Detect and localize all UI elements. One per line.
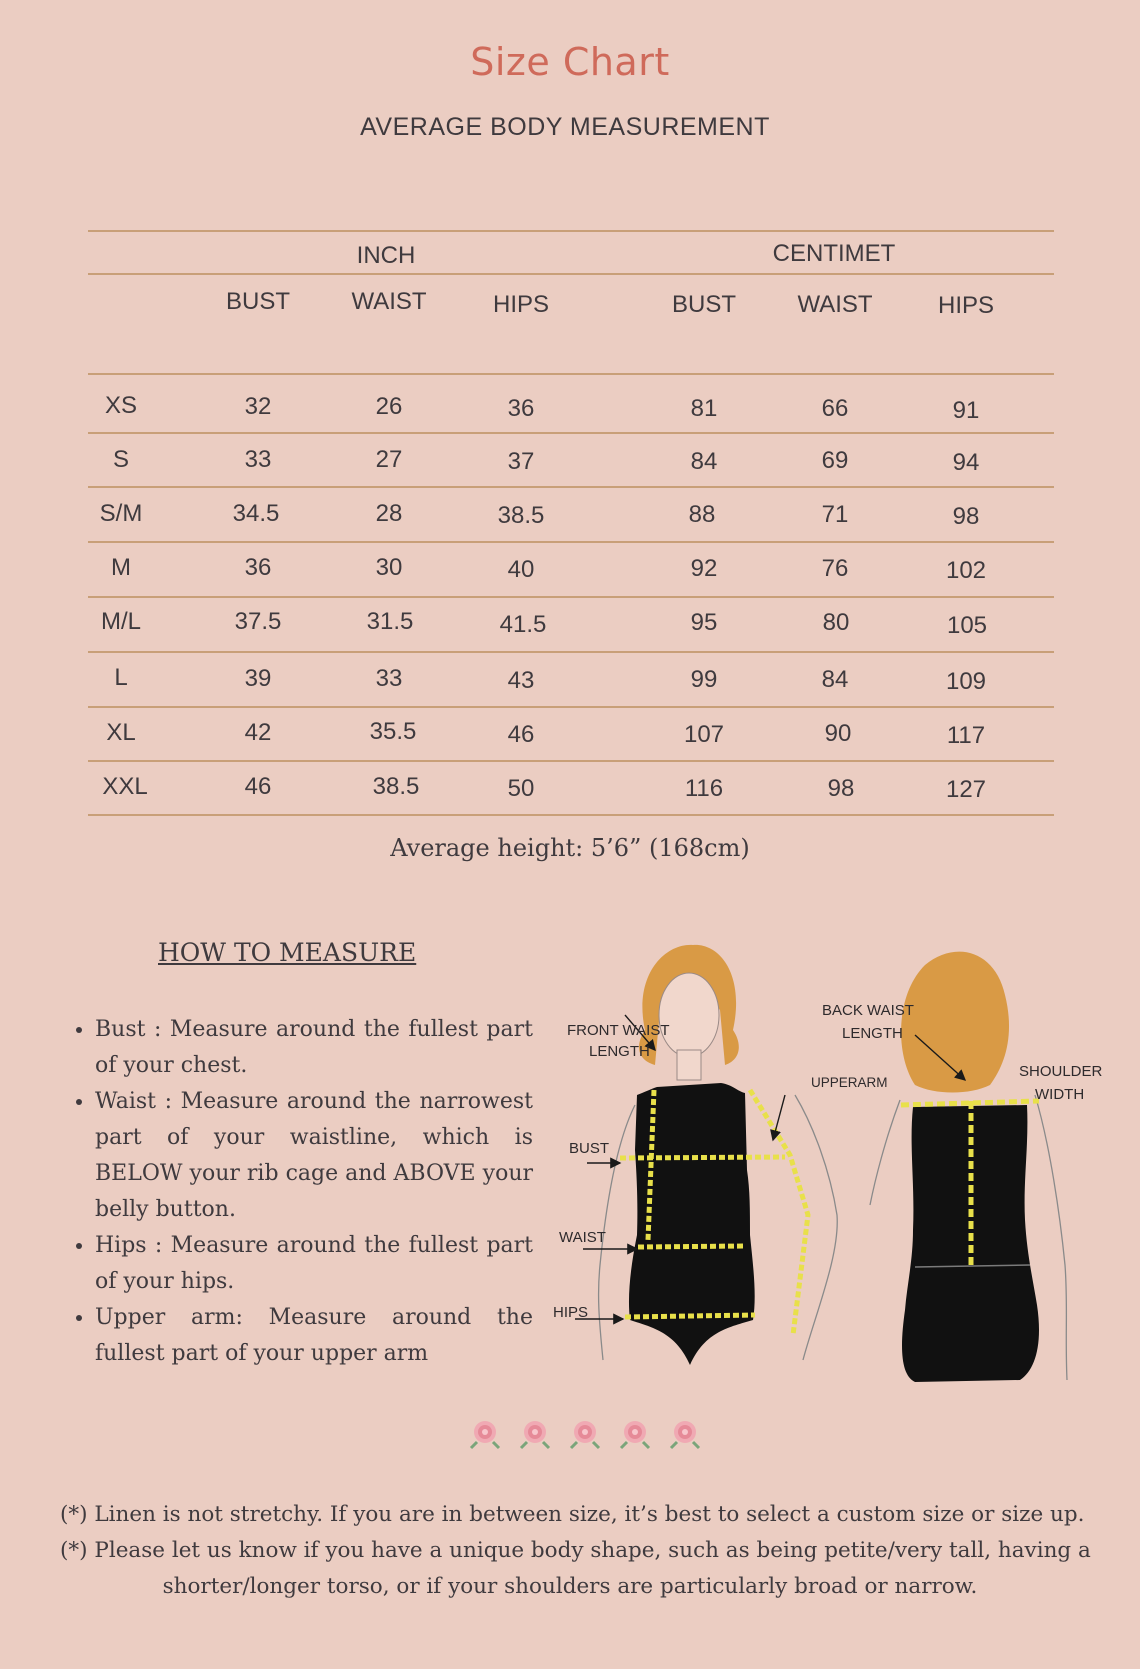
bodysuit-back <box>902 1105 1039 1382</box>
table-cell: 30 <box>375 554 403 581</box>
bodysuit-front <box>629 1083 755 1365</box>
table-rule <box>88 432 1054 434</box>
label-waist: WAIST <box>559 1229 606 1246</box>
table-cell: 34.5 <box>232 500 280 527</box>
table-cell: 66 <box>821 395 849 422</box>
label-front-waist: FRONT WAIST <box>567 1022 670 1039</box>
group-header-cm: CENTIMET <box>772 240 896 267</box>
table-cell: 43 <box>507 667 535 694</box>
column-header: HIPS <box>492 291 549 318</box>
table-cell: 69 <box>821 447 849 474</box>
tape-hips <box>625 1315 755 1317</box>
column-header: BUST <box>671 291 736 318</box>
table-cell: 41.5 <box>499 611 547 638</box>
table-rule <box>88 273 1054 275</box>
table-cell: 107 <box>683 721 725 748</box>
footnote-line: (*) Please let us know if you have a unique body shape, such as being petite/very tall, having a <box>60 1538 1091 1563</box>
column-header: WAIST <box>351 288 427 315</box>
face-front <box>659 973 719 1057</box>
table-cell: 105 <box>946 612 988 639</box>
table-cell: 109 <box>945 668 987 695</box>
page-title: Size Chart <box>470 40 670 84</box>
instruction-bust: • Bust : Measure around the fullest part of your chest. <box>95 1012 533 1084</box>
instruction-upper-arm: • Upper arm: Measure around the fullest part of your upper arm <box>95 1300 533 1372</box>
table-cell: 32 <box>244 393 272 420</box>
column-header: HIPS <box>937 292 994 319</box>
label-back-waist-length: LENGTH <box>842 1025 903 1042</box>
instruction-hips: • Hips : Measure around the fullest part of your hips. <box>95 1228 533 1300</box>
rose-icon <box>521 1421 549 1448</box>
table-cell: 46 <box>507 721 535 748</box>
table-cell: 81 <box>690 395 718 422</box>
table-cell: 46 <box>244 773 272 800</box>
group-header-inch: INCH <box>356 242 416 269</box>
table-rule <box>88 760 1054 762</box>
size-label: M/L <box>100 608 141 635</box>
label-back-waist: BACK WAIST <box>822 1002 914 1019</box>
size-label: S <box>112 446 129 473</box>
table-cell: 88 <box>688 501 716 528</box>
tape-upperarm <box>750 1090 808 1335</box>
label-upperarm: UPPERARM <box>811 1075 888 1090</box>
table-cell: 71 <box>821 501 849 528</box>
table-cell: 98 <box>952 503 980 530</box>
table-cell: 95 <box>690 609 718 636</box>
table-cell: 35.5 <box>369 718 417 745</box>
table-cell: 127 <box>945 776 987 803</box>
table-cell: 76 <box>821 555 849 582</box>
rose-icon <box>571 1421 599 1448</box>
label-shoulder: SHOULDER <box>1019 1063 1103 1080</box>
size-label: XS <box>104 392 137 419</box>
table-cell: 38.5 <box>372 773 420 800</box>
column-header: WAIST <box>797 291 873 318</box>
size-label: L <box>114 664 128 691</box>
table-cell: 92 <box>690 555 718 582</box>
table-rule <box>88 706 1054 708</box>
page-subtitle: AVERAGE BODY MEASUREMENT <box>360 113 770 141</box>
table-cell: 26 <box>375 393 403 420</box>
table-cell: 90 <box>824 720 852 747</box>
table-cell: 98 <box>827 775 855 802</box>
front-figure <box>575 945 837 1365</box>
table-cell: 27 <box>375 446 403 473</box>
table-rule <box>88 814 1054 816</box>
size-label: M <box>111 554 131 581</box>
table-rule <box>88 373 1054 375</box>
table-cell: 42 <box>244 719 272 746</box>
table-cell: 91 <box>952 397 980 424</box>
rose-icon <box>671 1421 699 1448</box>
table-cell: 84 <box>821 666 849 693</box>
size-label: XXL <box>102 773 148 800</box>
table-cell: 40 <box>507 556 535 583</box>
table-cell: 33 <box>375 665 403 692</box>
rose-divider <box>465 1412 705 1456</box>
table-cell: 36 <box>244 554 272 581</box>
table-cell: 37.5 <box>234 608 282 635</box>
footnote-line: (*) Linen is not stretchy. If you are in between size, it’s best to select a custom size or size up. <box>60 1502 1085 1527</box>
table-cell: 38.5 <box>497 502 545 529</box>
table-cell: 50 <box>507 775 535 802</box>
measure-instructions <box>68 1012 533 1372</box>
average-height: Average height: 5’6” (168cm) <box>390 834 750 862</box>
table-cell: 80 <box>822 609 850 636</box>
table-cell: 84 <box>690 448 718 475</box>
label-front-waist-length: LENGTH <box>589 1043 650 1060</box>
table-cell: 31.5 <box>366 608 414 635</box>
table-cell: 36 <box>507 395 535 422</box>
table-rule <box>88 596 1054 598</box>
table-rule <box>88 541 1054 543</box>
table-cell: 116 <box>684 775 724 802</box>
table-cell: 37 <box>507 448 535 475</box>
table-cell: 39 <box>244 665 272 692</box>
how-to-measure-heading: HOW TO MEASURE <box>158 938 417 967</box>
table-cell: 94 <box>952 449 980 476</box>
table-rule <box>88 230 1054 232</box>
footnotes <box>60 1497 1091 1605</box>
table-cell: 33 <box>244 446 272 473</box>
table-rule <box>88 486 1054 488</box>
label-bust: BUST <box>569 1140 610 1157</box>
footnote-line: shorter/longer torso, or if your shoulders are particularly broad or narrow. <box>162 1574 978 1599</box>
instruction-waist: • Waist : Measure around the narrowest part of your waistline, which is BELOW your rib cage and ABOVE your belly button. <box>95 1084 533 1228</box>
table-cell: 102 <box>945 557 987 584</box>
rose-icon <box>621 1421 649 1448</box>
table-cell: 99 <box>690 666 718 693</box>
label-hips: HIPS <box>553 1304 589 1321</box>
table-rule <box>88 651 1054 653</box>
table-cell: 28 <box>375 500 403 527</box>
size-label: S/M <box>99 500 143 527</box>
rose-icon <box>471 1421 499 1448</box>
table-cell: 117 <box>946 722 986 749</box>
size-label: XL <box>106 719 136 746</box>
measurement-illustration <box>545 935 1105 1385</box>
column-header: BUST <box>225 288 290 315</box>
label-shoulder-width: WIDTH <box>1035 1086 1085 1103</box>
